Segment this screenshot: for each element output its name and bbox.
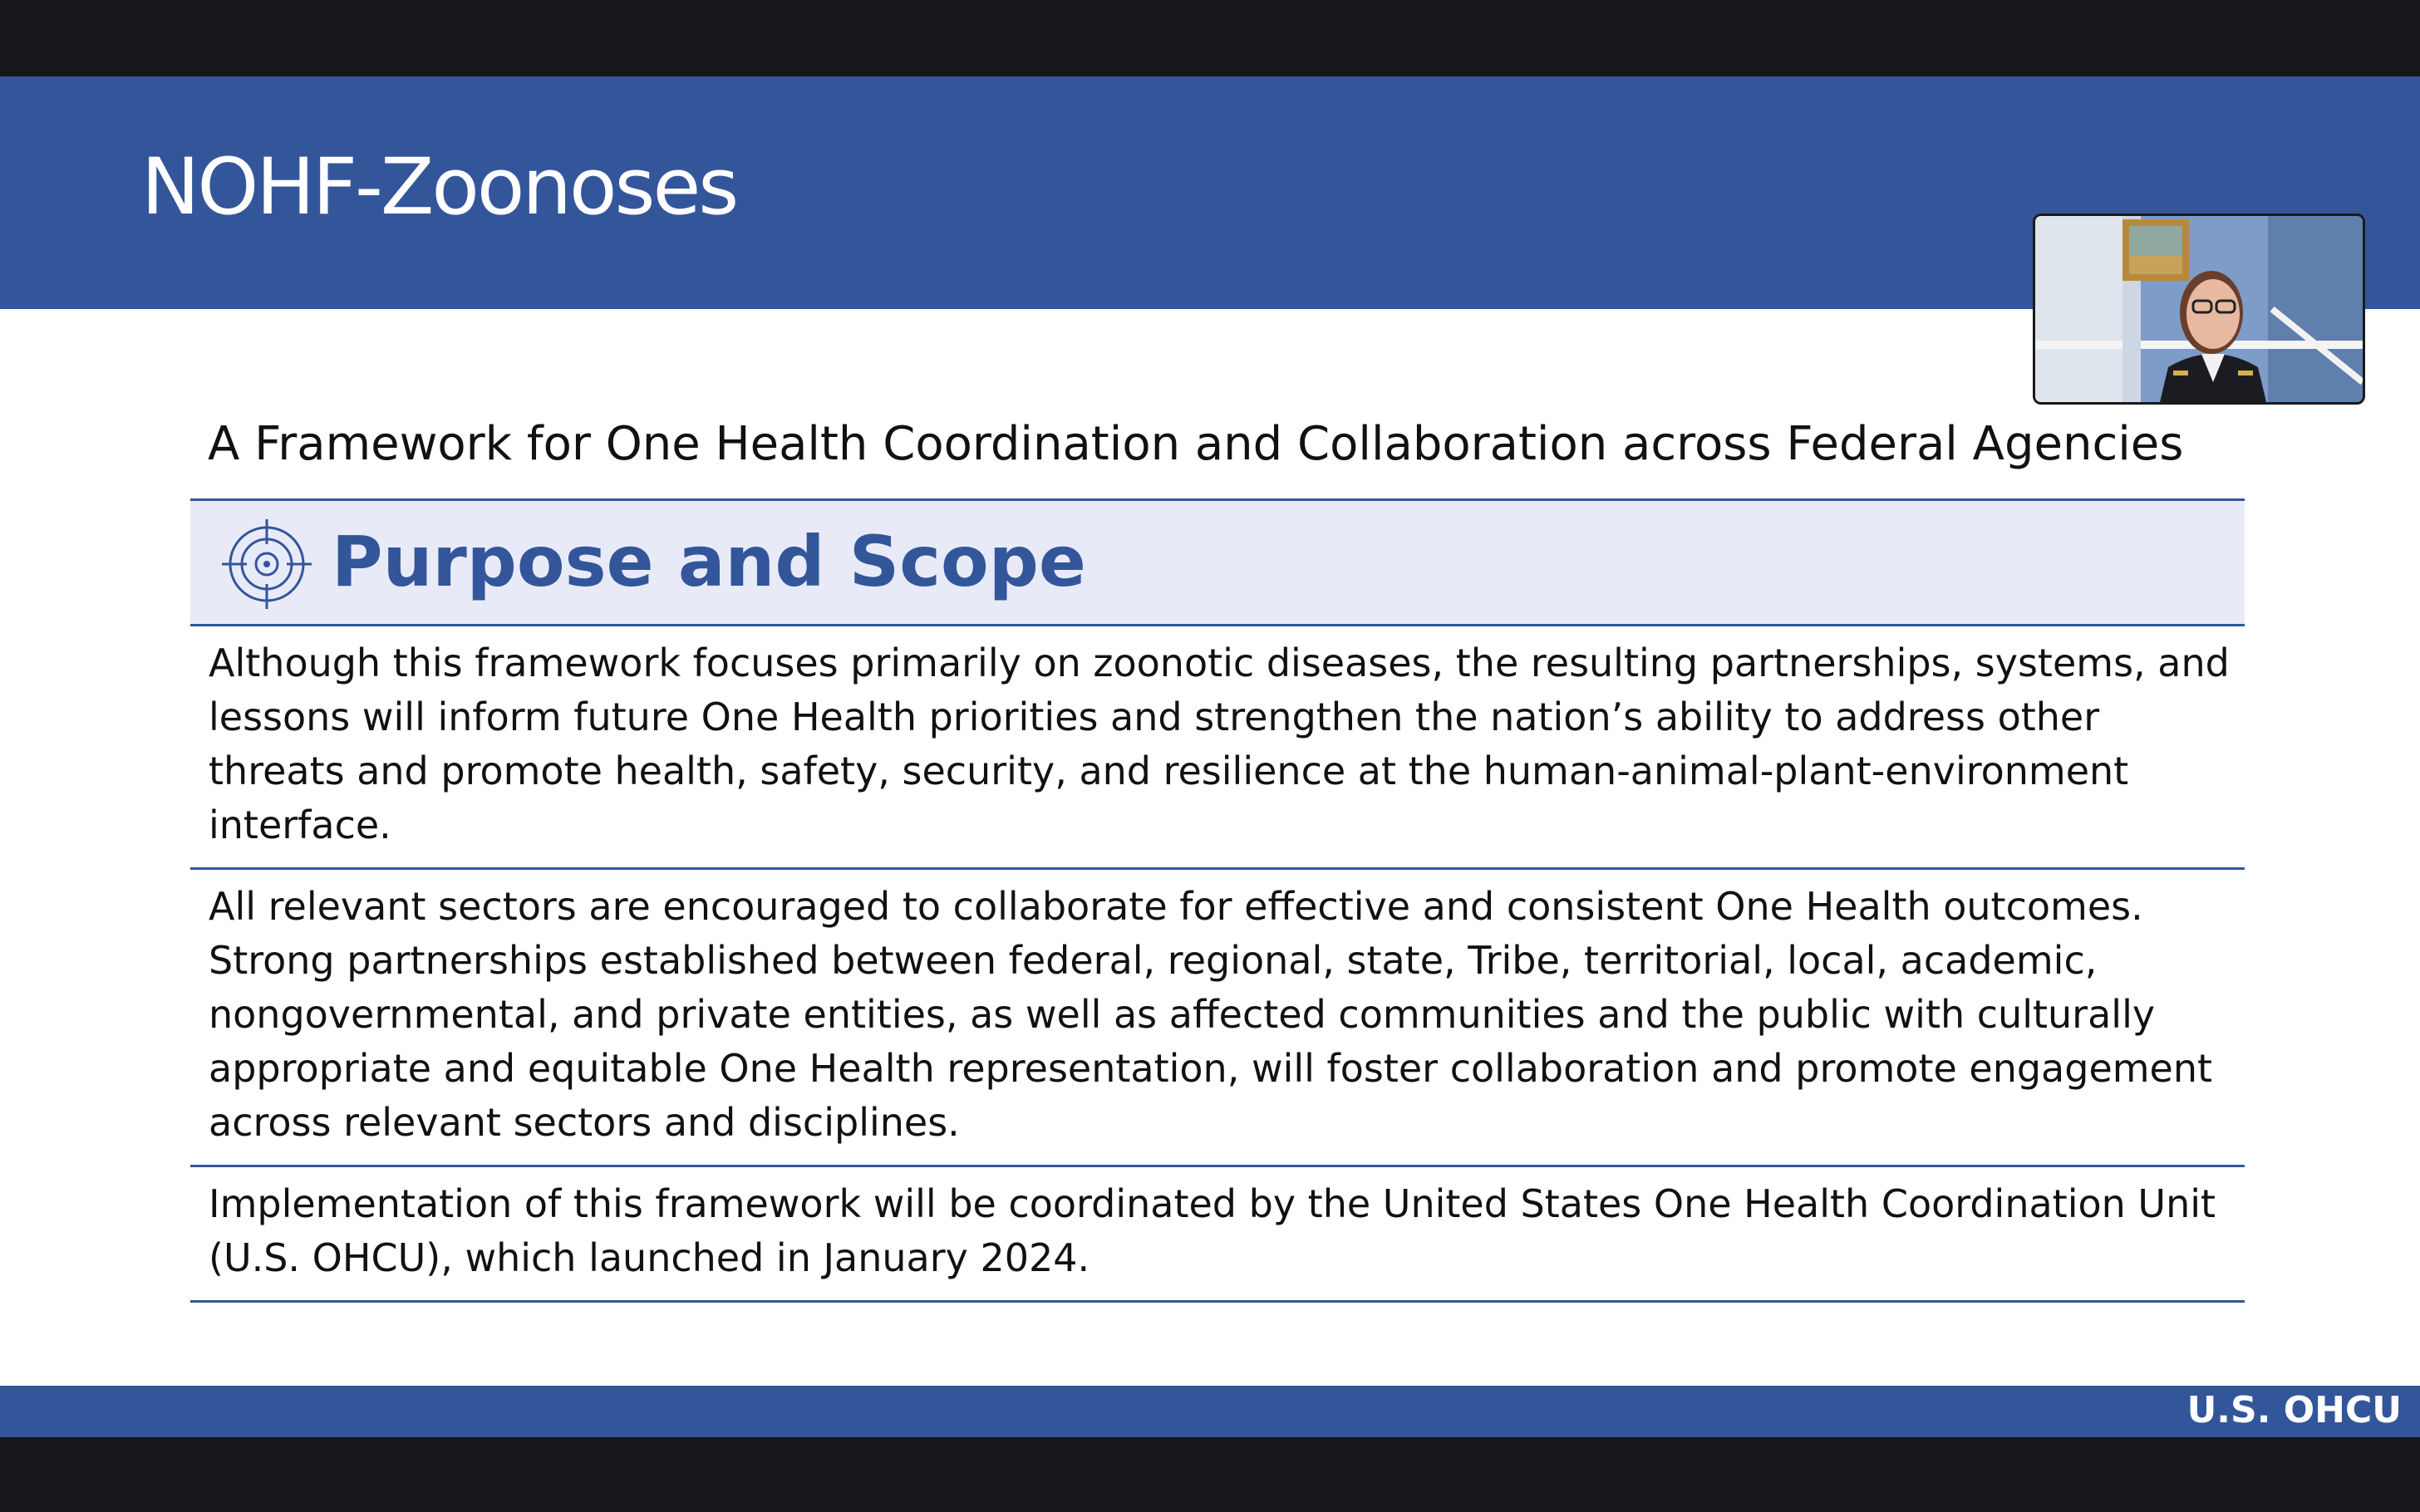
- footer-label: U.S. OHCU: [2186, 1389, 2402, 1431]
- implementation-paragraph: Implementation of this framework will be coordinated by the United States One Health Coordination Unit (U.S. OHCU), which launched in January 2024.: [190, 1167, 2245, 1303]
- purpose-scope-table: [190, 498, 2245, 1303]
- target-icon: [222, 519, 312, 609]
- slide-title: NOHF-Zoonoses: [141, 142, 737, 233]
- speaker-video-image: [2035, 216, 2363, 402]
- section-header: [190, 498, 2245, 626]
- footer-band: [0, 1386, 2420, 1437]
- collaboration-paragraph: All relevant sectors are encouraged to collaborate for effective and consistent One Health outcomes. Strong partnerships established between federal, regional, state, Tribe, territorial, local, academic, nongovernmental, and private entities, as well as affected communities and the public with culturally appropriate and equitable One Health representation, will foster collaboration and promote engagement across relevant sectors and disciplines.: [190, 870, 2245, 1167]
- presentation-slide: [0, 76, 2420, 1437]
- section-heading: Purpose and Scope: [332, 521, 1086, 602]
- framework-subtitle: A Framework for One Health Coordination and Collaboration across Federal Agencies: [208, 417, 2184, 471]
- speaker-video-thumbnail[interactable]: [2033, 214, 2365, 405]
- scope-paragraph: Although this framework focuses primarily on zoonotic diseases, the resulting partnerships, systems, and lessons will inform future One Health priorities and strengthen the nation’s ability to address other threats and promote health, safety, security, and resilience at the human-animal-plant-environment interface.: [190, 626, 2245, 870]
